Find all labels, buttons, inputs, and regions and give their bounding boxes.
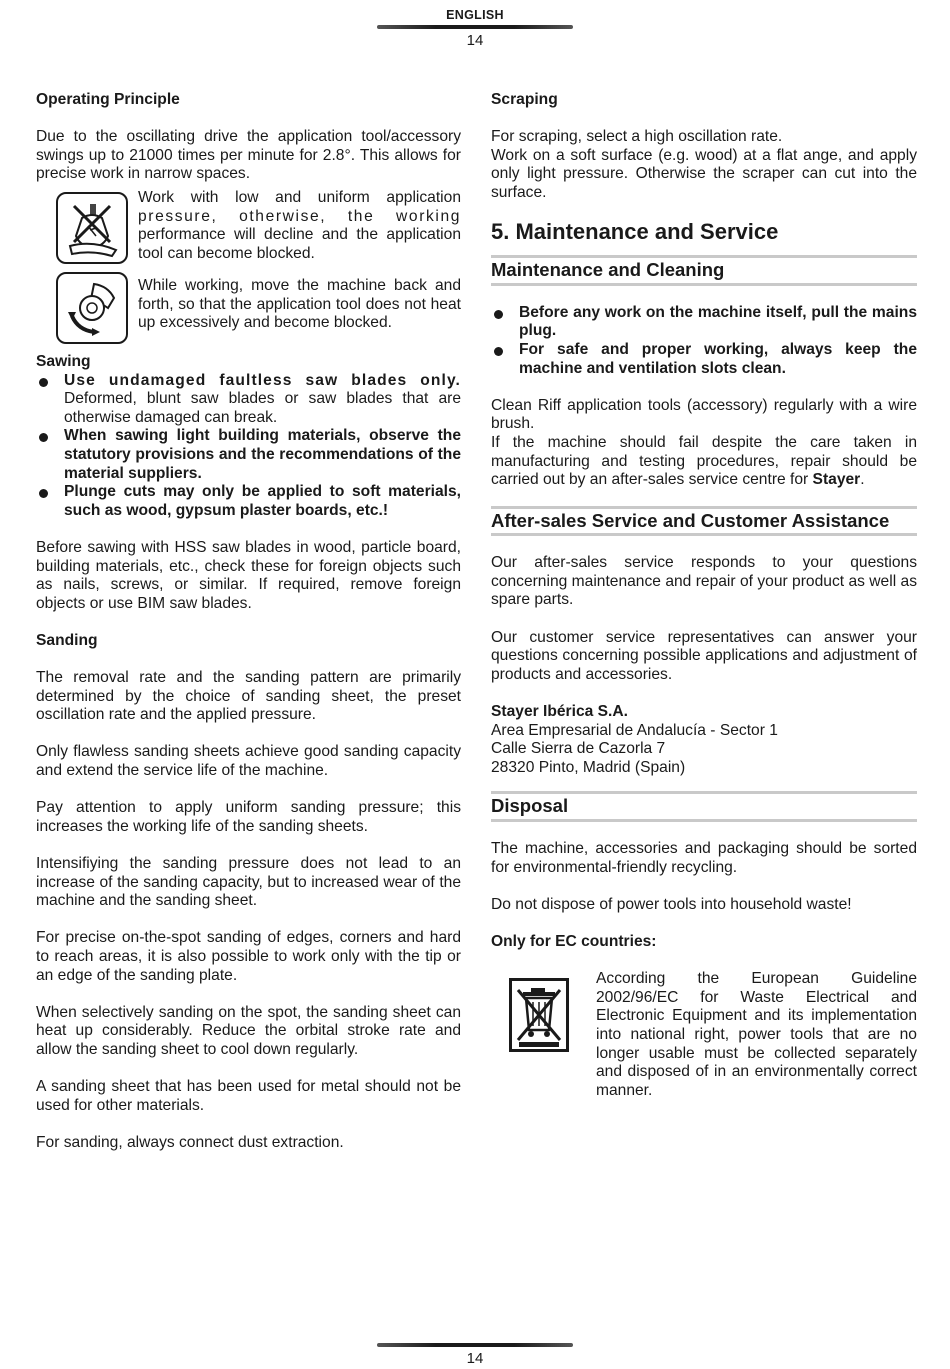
sanding-p4: Intensifiying the sanding pressure does not lead to an increase of the sanding capacity, but to increased wear of the machine and the sanding sheet.	[36, 855, 461, 910]
page-footer	[0, 1343, 950, 1367]
ec-countries-heading: Only for EC countries:	[491, 932, 657, 950]
maintenance-bullets	[491, 304, 917, 378]
disposal-p1: The machine, accessories and packaging should be sorted for environmental-friendly recycling.	[491, 840, 917, 876]
pressure-instruction	[36, 188, 461, 264]
maintenance-cleaning-heading: Maintenance and Cleaning	[491, 255, 917, 286]
after-sales-heading: After-sales Service and Customer Assistance	[491, 506, 917, 537]
sanding-p7: A sanding sheet that has been used for metal should not be used for other materials.	[36, 1078, 461, 1114]
disposal-heading: Disposal	[491, 791, 917, 822]
sawing-heading: Sawing	[36, 352, 91, 370]
left-column	[36, 91, 461, 1153]
address-line-3: 28320 Pinto, Madrid (Spain)	[491, 758, 686, 776]
brand-name: Stayer	[812, 471, 861, 489]
page-number-bottom: 14	[466, 1350, 484, 1367]
maintenance-p2: If the machine should fail despite the care taken in manufacturing and testing procedures, repair should be carried out by an after-sales service centre for Stayer.	[491, 433, 917, 489]
sanding-p2: Only flawless sanding sheets achieve good sanding capacity and extend the service life of the machine.	[36, 743, 461, 780]
weee-notice	[491, 970, 917, 1100]
sanding-p6: When selectively sanding on the spot, the sanding sheet can heat up considerably. Reduce the orbital stroke rate and allow the sanding sheet to cool down regularly.	[36, 1003, 461, 1058]
sawing-text: Before sawing with HSS saw blades in wood, particle board, building materials, etc., check these for foreign objects such as nails, screws, or similar. If required, remove foreign objects or use BIM saw blades.	[36, 538, 461, 612]
scraping-p2: Work on a soft surface (e.g. wood) at a flat ange, and apply only light pressure. Otherwise the scraper can cut into the surface.	[491, 146, 917, 201]
language-label: ENGLISH	[446, 8, 504, 22]
sanding-p3: Pay attention to apply uniform sanding pressure; this increases the working life of the sanding sheets.	[36, 799, 461, 835]
operating-principle-text: Due to the oscillating drive the application tool/accessory swings up to 21000 times per minute for 2.8°. This allows for precise work in narrow spaces.	[36, 128, 461, 183]
scraping-p1: For scraping, select a high oscillation rate.	[491, 128, 783, 146]
list-item: For safe and proper working, always keep the machine and ventilation slots clean.	[491, 341, 917, 378]
sawing-bullets-3	[36, 483, 461, 520]
sawing-bullets-2	[36, 427, 461, 483]
scraping-heading: Scraping	[491, 91, 558, 108]
sanding-p5: For precise on-the-spot sanding of edges, corners and hard to reach areas, it is also possible to work only with the tip or an edge of the sanding plate.	[36, 929, 461, 984]
company-name: Stayer Ibérica S.A.	[491, 703, 628, 721]
address-line-2: Calle Sierra de Cazorla 7	[491, 740, 666, 758]
footer-rule	[377, 1343, 573, 1347]
list-item: When sawing light building materials, observe the statutory provisions and the recommendations of the material suppliers.	[36, 427, 461, 483]
motion-instruction	[36, 272, 461, 344]
list-item: Before any work on the machine itself, pull the mains plug.	[491, 304, 917, 341]
sawing-bullets	[36, 372, 461, 428]
sanding-p1: The removal rate and the sanding pattern are primarily determined by the choice of sanding sheet, the preset oscillation rate and the applied pressure.	[36, 669, 461, 724]
operating-principle-heading: Operating Principle	[36, 91, 180, 108]
crossed-bin-icon	[509, 978, 569, 1052]
header-rule	[377, 25, 573, 29]
maintenance-p1: Clean Riff application tools (accessory) regularly with a wire brush.	[491, 396, 917, 433]
pressure-instruction-text: Work with low and uniform application pressure, otherwise, the working performance will decline and the application tool can become blocked.	[138, 188, 461, 262]
weee-text: According the European Guideline 2002/96/EC for Waste Electrical and Electronic Equipment and its implementation into national right, power tools that are no longer usable must be collected separately and disposed of in an environmentally correct manner.	[596, 970, 917, 1099]
page-number-top: 14	[466, 32, 484, 49]
disposal-p2: Do not dispose of power tools into household waste!	[491, 895, 852, 913]
maintenance-heading: 5. Maintenance and Service	[491, 218, 779, 244]
no-pressure-icon	[56, 192, 128, 264]
page-header	[0, 8, 950, 49]
sanding-heading: Sanding	[36, 631, 98, 649]
address-line-1: Area Empresarial de Andalucía - Sector 1	[491, 721, 778, 739]
back-and-forth-icon	[56, 272, 128, 344]
right-column	[491, 91, 917, 1100]
after-sales-p1: Our after-sales service responds to your questions concerning maintenance and repair of your product as well as spare parts.	[491, 554, 917, 609]
list-item: Plunge cuts may only be applied to soft materials, such as wood, gypsum plaster boards, etc.!	[36, 483, 461, 520]
sanding-p8: For sanding, always connect dust extraction.	[36, 1133, 344, 1151]
motion-instruction-text: While working, move the machine back and forth, so that the application tool does not heat up excessively and become blocked.	[138, 276, 461, 332]
after-sales-p2: Our customer service representatives can answer your questions concerning possible applications and adjustment of products and accessories.	[491, 628, 917, 683]
list-item: Use undamaged faultless saw blades only. Deformed, blunt saw blades or saw blades that are otherwise damaged can break.	[36, 372, 461, 428]
